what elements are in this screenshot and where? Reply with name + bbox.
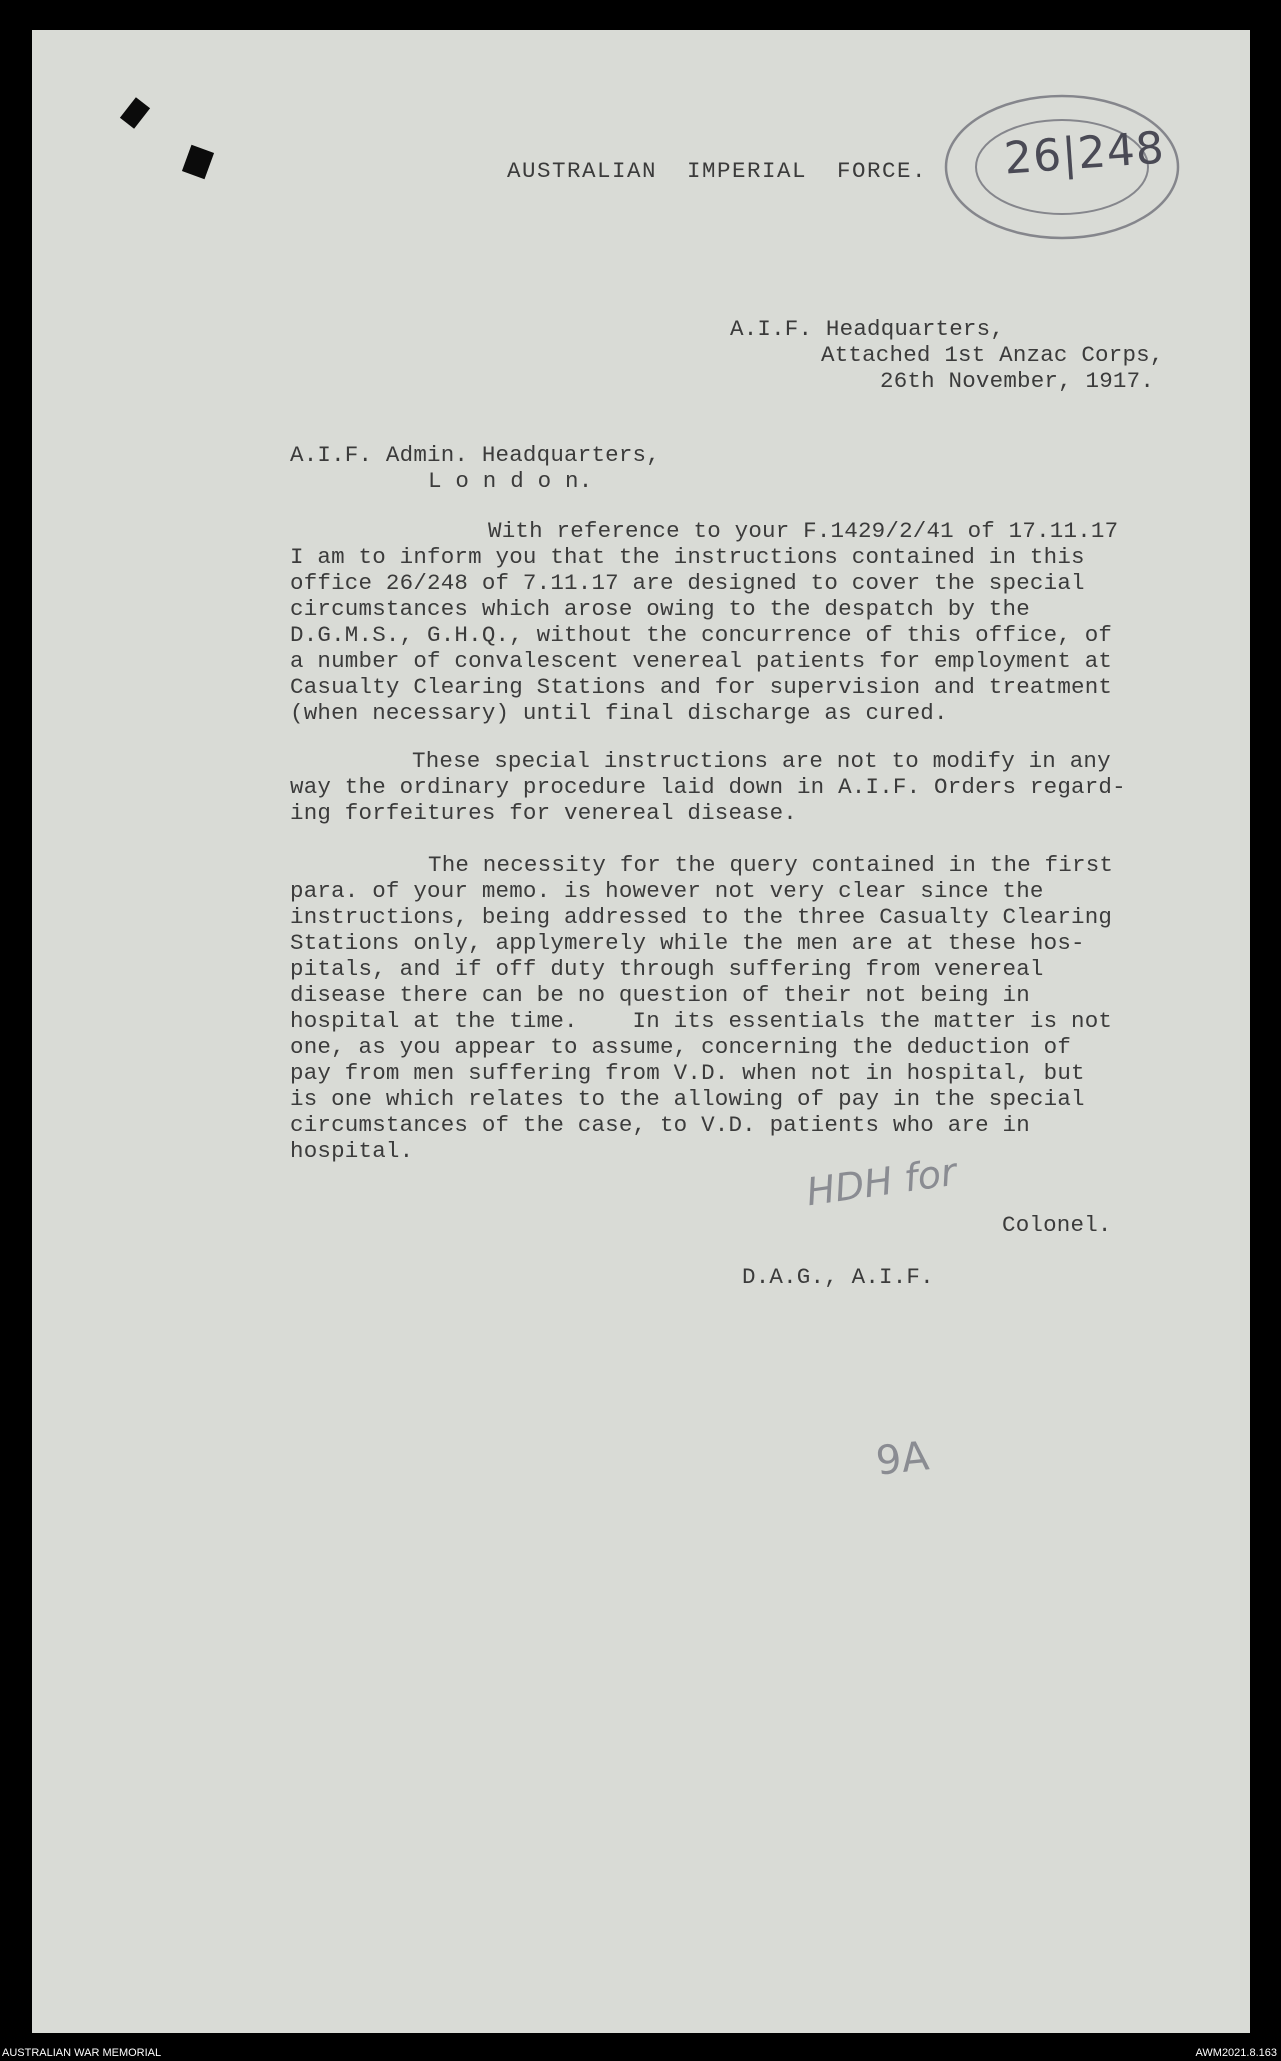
- text-line: D.G.M.S., G.H.Q., without the concurrence of this office, of: [290, 622, 1113, 648]
- text-line: circumstances of the case, to V.D. patients who are in: [290, 1112, 1030, 1138]
- text-line: Casualty Clearing Stations and for supervision and treatment: [290, 674, 1113, 700]
- handwritten-note: 9A: [873, 1433, 932, 1485]
- text-line: hospital.: [290, 1138, 414, 1164]
- stamp-number: 26|248: [1002, 122, 1167, 185]
- recipient-line: A.I.F. Admin. Headquarters,: [290, 442, 660, 468]
- text-line: instructions, being addressed to the three Casualty Clearing: [290, 904, 1113, 930]
- text-line: Stations only, applymerely while the men are at these hos-: [290, 930, 1085, 956]
- document-heading: AUSTRALIAN IMPERIAL FORCE.: [507, 158, 928, 184]
- text-line: pay from men suffering from V.D. when not in hospital, but: [290, 1060, 1085, 1086]
- text-line: para. of your memo. is however not very clear since the: [290, 878, 1044, 904]
- text-line: office 26/248 of 7.11.17 are designed to cover the special: [290, 570, 1085, 596]
- text-line: way the ordinary procedure laid down in A.I.F. Orders regard-: [290, 774, 1126, 800]
- signatory-title: D.A.G., A.I.F.: [742, 1264, 934, 1290]
- text-line: The necessity for the query contained in the first: [428, 852, 1114, 878]
- recipient-line: L o n d o n.: [428, 468, 593, 494]
- text-line: disease there can be no question of their not being in: [290, 982, 1030, 1008]
- text-line: pitals, and if off duty through suffering from venereal: [290, 956, 1044, 982]
- text-line: These special instructions are not to modify in any: [412, 748, 1111, 774]
- footer-accession-number: AWM2021.8.163: [1195, 2047, 1277, 2059]
- text-line: is one which relates to the allowing of pay in the special: [290, 1086, 1085, 1112]
- sender-address-line: Attached 1st Anzac Corps,: [821, 342, 1164, 368]
- text-line: (when necessary) until final discharge as cured.: [290, 700, 948, 726]
- sender-address-line: A.I.F. Headquarters,: [730, 316, 1005, 342]
- text-line: one, as you appear to assume, concerning the deduction of: [290, 1034, 1072, 1060]
- text-line: hospital at the time. In its essentials the matter is not: [290, 1008, 1113, 1034]
- signatory-rank: Colonel.: [1002, 1212, 1112, 1238]
- handwritten-signature: HDH for: [803, 1149, 960, 1215]
- text-line: With reference to your F.1429/2/41 of 17.11.17: [488, 518, 1119, 544]
- letter-date: 26th November, 1917.: [880, 368, 1155, 394]
- text-line: a number of convalescent venereal patients for employment at: [290, 648, 1113, 674]
- text-line: I am to inform you that the instructions contained in this: [290, 544, 1085, 570]
- text-line: circumstances which arose owing to the despatch by the: [290, 596, 1030, 622]
- text-line: ing forfeitures for venereal disease.: [290, 800, 797, 826]
- footer-credit: AUSTRALIAN WAR MEMORIAL: [2, 2047, 162, 2059]
